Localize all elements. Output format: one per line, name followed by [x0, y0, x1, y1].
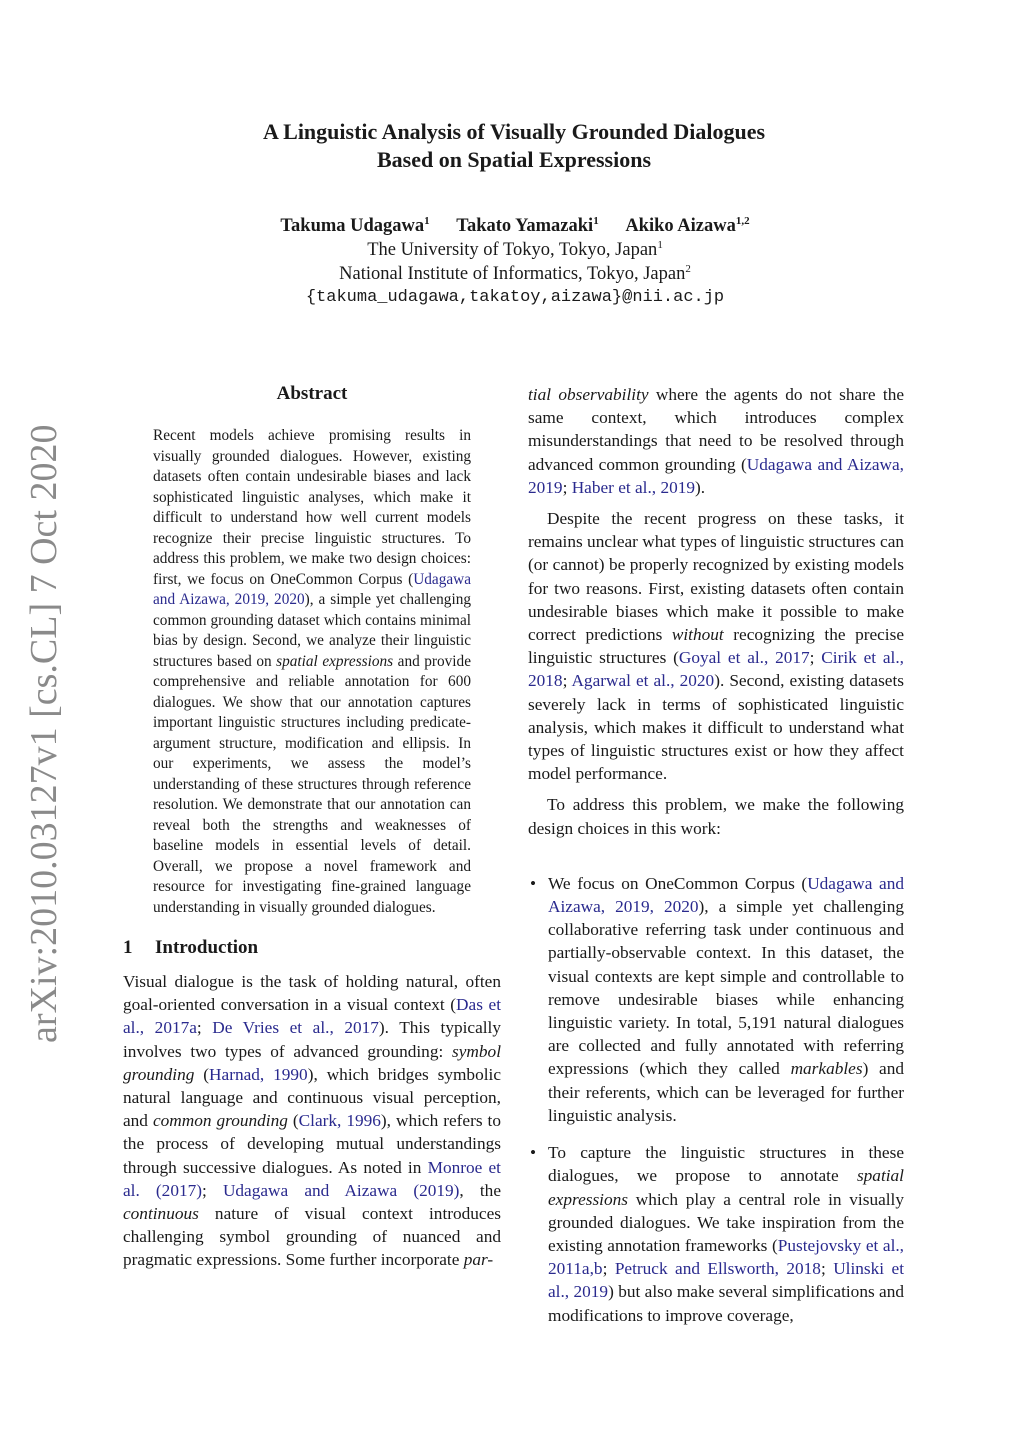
citation-link[interactable]: Harnad, 1990 [209, 1064, 308, 1084]
abstract-heading: Abstract [276, 383, 348, 404]
author-1: Takuma Udagawa$^1$ [280, 215, 430, 236]
section-heading-introduction: 1 Introduction [123, 937, 259, 958]
left-column [123, 380, 501, 1272]
bullet-icon: • [530, 1143, 537, 1163]
author-block [0, 214, 1024, 310]
citation-link[interactable]: Pustejovsky et al., 2011a,b [548, 1235, 905, 1279]
intro-paragraph-3: To address this problem, we make the following design choices in this work: [528, 795, 904, 838]
list-item: • We focus on OneCommon Corpus (Udagawa and Aizawa, 2019, 2020), a simple yet challenging collaborative referring task under continuous and partially-observable context. In this dataset, the visual contexts are kept simple and controllable to remove undesirable biases while enhancing linguistic variety. In total, 5,191 natural dialogues are collected and fully annotated with referring expressions (which they called markables) and their referents, which can be leveraged for further linguistic analysis. [530, 873, 905, 1125]
citation-link[interactable]: Monroe et al. (2017) [123, 1157, 501, 1200]
list-item: • To capture the linguistic structures in these dialogues, we propose to annotate spatial expressions which play a central role in visually grounded dialogues. We take inspiration from the existing annotation frameworks (Pustejovsky et al., 2011a,b; Petruck and Ellsworth, 2018; Ulinski et al., 2019) but also make several simplifications and modifications to improve coverage, [530, 1143, 905, 1325]
paper-title [0, 118, 1024, 174]
citation-link[interactable]: Goyal et al., 2017 [678, 648, 810, 668]
author-3: Akiko Aizawa$^{1,2}$ [625, 215, 750, 236]
author-names [0, 214, 1024, 238]
citation-link[interactable]: Clark, 1996 [298, 1111, 381, 1131]
author-email: {takuma_udagawa,takatoy,aizawa}@nii.ac.jp [305, 288, 725, 307]
citation-link[interactable]: Haber et al., 2019 [571, 477, 696, 497]
title-line-1: A Linguistic Analysis of Visually Grounded Dialogues [262, 119, 766, 144]
author-2: Takato Yamazaki$^1$ [456, 215, 599, 236]
abstract-text: Recent models achieve promising results in visually grounded dialogues. However, existing datasets often contain undesirable biases and lack sophisticated linguistic analyses, which make it difficult to understand how well current models recognize their precise linguistic structures. To address this problem, we make two design choices: first, we focus on OneCommon Corpus (Udagawa and Aizawa, 2019, 2020), a simple yet challenging common grounding dataset which contains minimal bias by design. Second, we analyze their linguistic structures based on spatial expressions and provide comprehensive and reliable annotation for 600 dialogues. We show that our annotation captures important linguistic structures including predicate-argument structure, modification and ellipsis. In our experiments, we assess the model’s understanding of these structures through reference resolution. We demonstrate that our annotation can reveal both the strengths and weaknesses of baseline models in essential levels of detail. Overall, we propose a novel framework and resource for investigating fine-grained language understanding in visually grounded dialogues. [153, 427, 472, 916]
citation-link[interactable]: Cirik et al., 2018 [528, 648, 904, 691]
affiliation-1: The University of Tokyo, Tokyo, Japan$^1$ [367, 239, 663, 260]
bullet-icon: • [530, 873, 537, 893]
citation-link[interactable]: Ulinski et al., 2019 [548, 1259, 905, 1302]
intro-paragraph-1-continued: tial observability where the agents do not share the same context, which introduces complex misunderstandings that need to be resolved through advanced common grounding (Udagawa and Aizawa, 2019; Haber et al., 2019). [528, 385, 904, 497]
citation-link[interactable]: Das et al., 2017a [123, 995, 501, 1038]
intro-paragraph-2: Despite the recent progress on these tasks, it remains unclear what types of linguistic structures can (or cannot) be properly recognized by existing models for two reasons. First, existing datasets often contain undesirable biases which make it possible to make correct predictions without recognizing the precise linguistic structures (Goyal et al., 2017; Cirik et al., 2018; Agarwal et al., 2020). Second, existing datasets severely lack in terms of sophisticated linguistic analysis, which makes it difficult to understand what types of linguistic structures exist or how they affect model performance. [528, 509, 905, 784]
citation-link[interactable]: Agarwal et al., 2020 [571, 671, 715, 691]
citation-link[interactable]: De Vries et al., 2017 [212, 1018, 379, 1038]
citation-link[interactable]: Petruck and Ellsworth, 2018 [614, 1259, 821, 1279]
citation-link[interactable]: Udagawa and Aizawa (2019) [222, 1180, 460, 1200]
affiliation-2: National Institute of Informatics, Tokyo, Japan$^2$ [339, 263, 691, 284]
title-line-2: Based on Spatial Expressions [376, 147, 652, 172]
right-column [528, 383, 904, 1341]
design-choices-list [528, 872, 904, 1327]
citation-link[interactable]: Udagawa and Aizawa, 2019, 2020 [153, 570, 471, 608]
arxiv-stamp: arXiv:2010.03127v1 [cs.CL] 7 Oct 2020 [23, 424, 65, 1043]
citation-link[interactable]: Udagawa and Aizawa, 2019 [528, 454, 904, 497]
intro-paragraph-1: Visual dialogue is the task of holding natural, often goal-oriented conversation in a visual context (Das et al., 2017a; De Vries et al., 2017). This typically involves two types of advanced grounding: symbol grounding (Harnad, 1990), which bridges symbolic natural language and continuous visual perception, and common grounding (Clark, 1996), which refers to the process of developing mutual understandings through successive dialogues. As noted in Monroe et al. (2017); Udagawa and Aizawa (2019), the continuous nature of visual context introduces challenging symbol grounding of nuanced and pragmatic expressions. Some further incorporate par- [123, 972, 501, 1270]
citation-link[interactable]: Udagawa and Aizawa, 2019, 2020 [548, 873, 905, 917]
